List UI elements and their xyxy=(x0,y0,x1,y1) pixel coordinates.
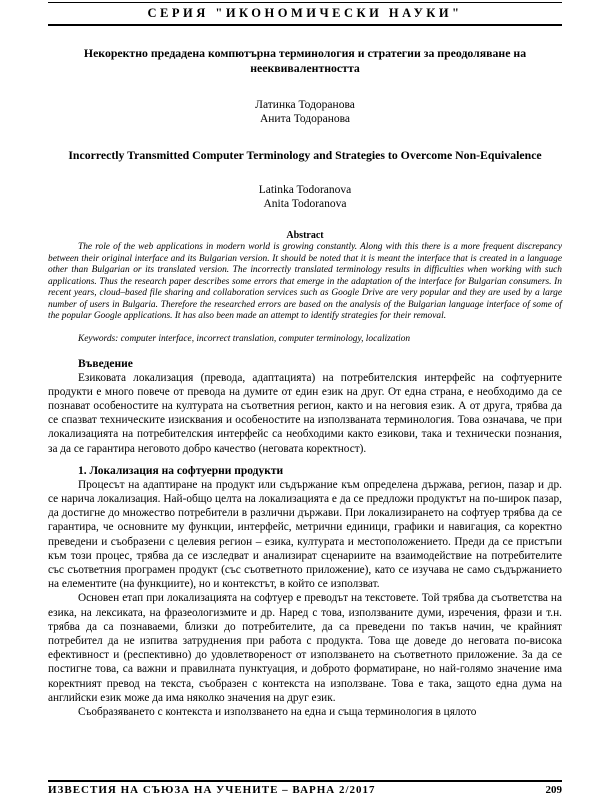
keywords: Keywords: computer interface, incorrect translation, computer terminology, localization xyxy=(78,333,411,344)
title-bulgarian: Некоректно предадена компютърна терминология и стратегии за преодоляване на нееквивалентността xyxy=(83,46,527,75)
page-number: 209 xyxy=(545,784,562,796)
journal-page xyxy=(0,2,600,802)
author-name: Anita Todoranova xyxy=(263,198,347,210)
body-paragraph: Основен етап при локализацията на софтуер е преводът на текстовете. Той трябва да съответства на езика, на лексиката, на фразеологизмите и др. Наред с това, използваните думи, изречения, фрази и т.н. трябва да са познаваеми, близки до потребителите, да са преведени по такъв начин, че крайният потребител да не изпитва затруднения при работа с продукта. Това ще доведе до неговата по-висока ефективност и (респективно) до удовлетвореност от използването на съответното приложение. За да се постигне това, са важни и правилната пунктуация, и доброто форматиране, но най-голямо значение има коректният превод на текста, съобразен с контекста на използване. Това е така, защото една дума на английски език може да има няколко значения на друг език. xyxy=(48,592,562,704)
title-english: Incorrectly Transmitted Computer Terminology and Strategies to Overcome Non-Equivalence xyxy=(68,148,542,162)
author-name: Latinka Todoranova xyxy=(258,184,352,196)
author-name: Латинка Тодоранова xyxy=(255,99,355,111)
section-1-heading: 1. Локализация на софтуерни продукти xyxy=(78,464,284,477)
journal-name: ИЗВЕСТИЯ НА СЪЮЗА НА УЧЕНИТЕ – ВАРНА 2/2017 xyxy=(48,784,376,796)
introduction-heading: Въведение xyxy=(78,357,133,370)
body-paragraph: Съобразяването с контекста и използването на една и съща терминология в цялото xyxy=(78,705,477,718)
author-name: Анита Тодоранова xyxy=(259,113,351,125)
abstract-heading: Abstract xyxy=(286,230,324,241)
abstract-text: The role of the web applications in modern world is growing constantly. Along with this there is a more frequent discrepancy between their original interface and its Bulgarian version. It should be noted that it is meant the interface that is created in a language other than Bulgarian or its translated version. The incorrectly translated terminology results in difficulties when working with such applications. Thus the research paper describes some errors that emerge in the adaptation of the interface for Bulgarian consumers. In recent years, cloud–based file sharing and collaboration services such as Google Drive are very popular and they are used by a large number of users in Bulgaria. Therefore the researched errors are based on the analysis of the Bulgarian language interface of some of the popular Google applications. It has also been made an attempt to identify strategies for their removal. xyxy=(48,242,562,321)
body-paragraph: Процесът на адаптиране на продукт или съдържание към определена държава, регион, пазар и др. се нарича локализация. Най-общо целта на локализацията е да се предложи продуктът на по-широк пазар, да достигне до множество потребители в различни държави. При локализирането на софтуер трябва да се гарантира, че основните му функции, интерфейс, метрични единици, графики и навигация, са коректно преведени и съобразени с целевия регион – езика, културата и местоположението. Преди да се пристъпи към този процес, трябва да се изследват и анализират сценариите на взаимодействие на потребителите със съответния програмен продукт (със съответното приложение), като се изучава не само съдържанието на елементите (на функциите), но и контекстът, в който се използват. xyxy=(48,478,562,591)
introduction-paragraph: Езиковата локализация (превода, адаптацията) на потребителския интерфейс на софтуерните продукти е много повече от превода на думите от един език на друг. От една страна, е необходимо да се познават особеностите на културата на съответния регион, както и на неговия език. А от друга, трябва да се спазват техническите изисквания и особеностите на използваната терминология. Това означава, че при локализацията на потребителския интерфейс са необходими както езикови, така и технически познания, за да се гарантира неговото добро качество (неговата коректност). xyxy=(48,371,562,455)
authors-bulgarian xyxy=(48,98,562,126)
series-header: СЕРИЯ "ИКОНОМИЧЕСКИ НАУКИ" xyxy=(48,2,562,26)
journal-footer xyxy=(48,780,562,796)
authors-english xyxy=(48,183,562,211)
